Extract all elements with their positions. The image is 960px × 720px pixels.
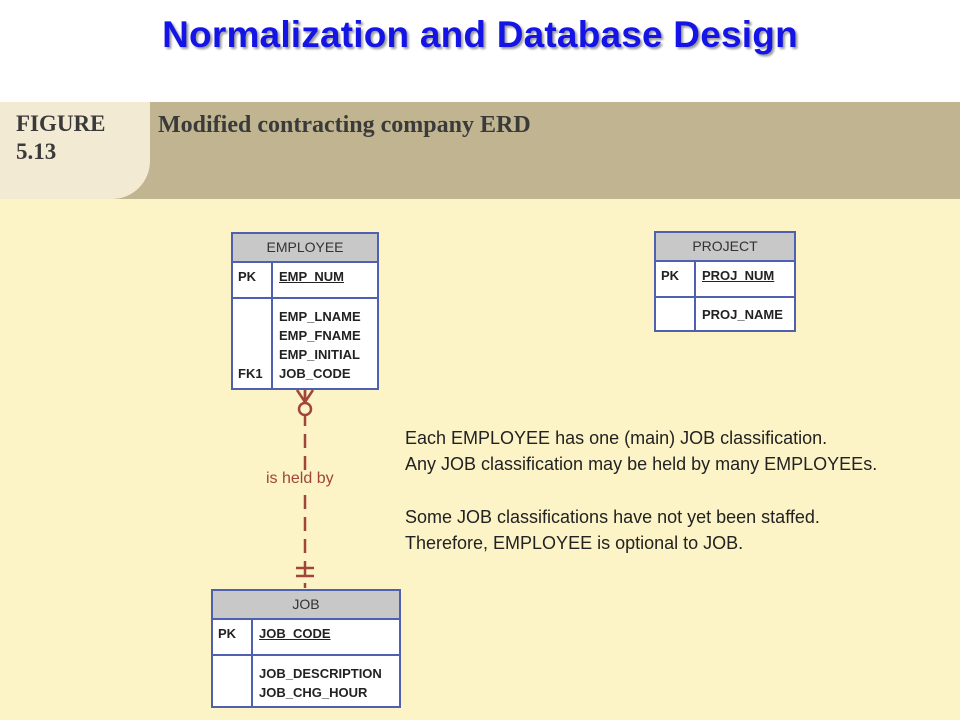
entity-job <box>211 589 401 708</box>
figure-label-word: FIGURE <box>16 111 106 136</box>
pk-tag: PK <box>656 262 696 296</box>
employee-attr: EMP_LNAME <box>279 309 361 324</box>
employee-attr: EMP_FNAME <box>279 328 361 343</box>
job-attr: JOB_DESCRIPTION <box>259 666 382 681</box>
figure-caption: Modified contracting company ERD <box>158 112 531 138</box>
project-attr: PROJ_NAME <box>702 307 783 322</box>
entity-job-attr-row <box>213 656 399 708</box>
fk-tag: FK1 <box>238 366 263 381</box>
project-pk-attr: PROJ_NUM <box>702 268 775 283</box>
entity-employee-name: EMPLOYEE <box>233 234 377 263</box>
entity-employee-pk-row <box>233 263 377 299</box>
employee-pk-attr: EMP_NUM <box>279 269 345 284</box>
job-pk-attr: JOB_CODE <box>259 626 331 641</box>
entity-employee-attr-row <box>233 299 377 390</box>
note-paragraph-1 <box>405 425 877 477</box>
relationship-label: is held by <box>266 470 334 487</box>
entity-project <box>654 231 796 332</box>
optional-circle <box>299 403 311 415</box>
pk-tag: PK <box>233 263 273 297</box>
entity-project-attr-row <box>656 298 794 332</box>
note-line: Therefore, EMPLOYEE is optional to JOB. <box>405 533 744 553</box>
entity-job-name: JOB <box>213 591 399 620</box>
entity-project-pk-row <box>656 262 794 298</box>
entity-job-pk-row <box>213 620 399 656</box>
figure-label-number: 5.13 <box>16 139 57 164</box>
entity-employee <box>231 232 379 390</box>
job-attr: JOB_CHG_HOUR <box>259 685 368 700</box>
slide-title: Normalization and Database Design <box>162 14 798 55</box>
note-paragraph-2 <box>405 504 820 556</box>
note-line: Each EMPLOYEE has one (main) JOB classification. <box>405 428 828 448</box>
pk-tag: PK <box>213 620 253 654</box>
entity-project-name: PROJECT <box>656 233 794 262</box>
employee-attr: JOB_CODE <box>279 366 351 381</box>
note-line: Any JOB classification may be held by many EMPLOYEEs. <box>405 454 878 474</box>
employee-attr: EMP_INITIAL <box>279 347 360 362</box>
note-line: Some JOB classifications have not yet been staffed. <box>405 507 820 527</box>
